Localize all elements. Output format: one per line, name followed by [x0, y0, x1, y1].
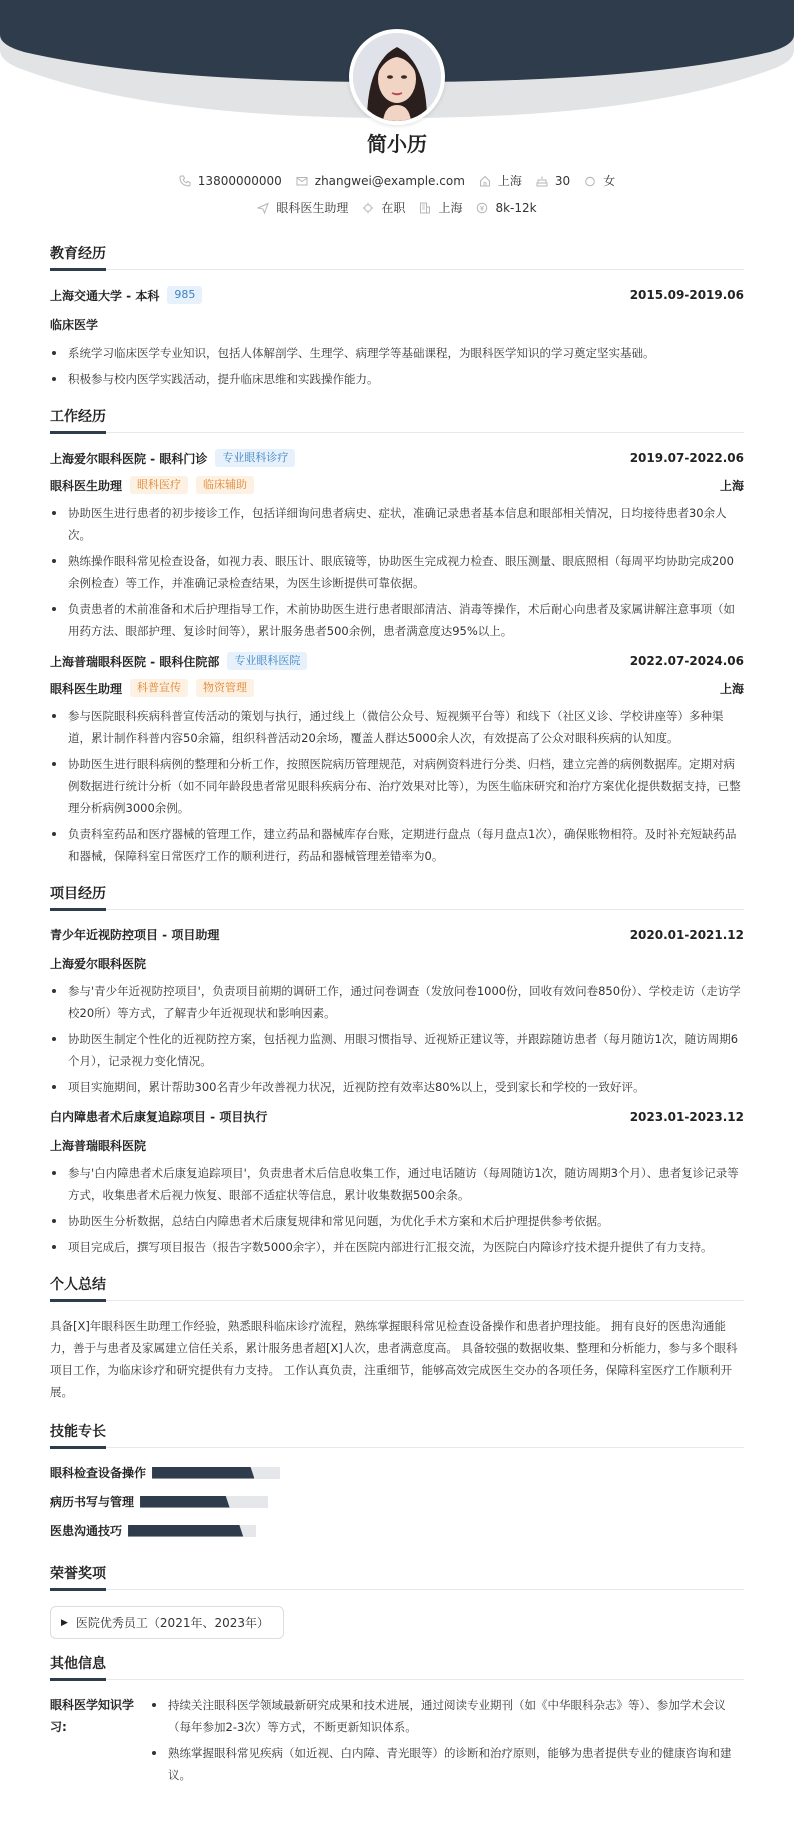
list-item: 协助医生制定个性化的近视防控方案，包括视力监测、用眼习惯指导、近视矫正建议等，并跟踪随访患者（每月随访1次，随访周期6个月），记录视力变化情况。: [50, 1028, 744, 1072]
section-title-work: 工作经历: [50, 406, 744, 433]
education-bullets: [50, 342, 744, 390]
school-name: 上海交通大学 - 本科: [50, 288, 160, 303]
work-bullets: [50, 502, 744, 642]
target-position-info: 眼科医生助理: [257, 199, 348, 216]
avatar-frame: [349, 29, 445, 125]
list-item: 持续关注眼科医学领域最新研究成果和技术进展，通过阅读专业期刊（如《中华眼科杂志》等）、参加学术会议（每年参加2-3次）等方式，不断更新知识体系。: [150, 1694, 744, 1738]
project-org: 上海爱尔眼科医院: [50, 957, 147, 971]
role-name: 眼科医生助理: [50, 681, 123, 696]
age-icon: [536, 175, 548, 187]
skills-section: [50, 1421, 744, 1539]
project-date: 2020.01-2021.12: [629, 927, 744, 942]
building-icon: [419, 202, 431, 214]
list-item: 参与医院眼科疾病科普宣传活动的策划与执行，通过线上（微信公众号、短视频平台等）和线下（社区义诊、学校讲座等）多种渠道，累计制作科普内容50余篇，组织科普活动20余场，覆盖人群达5000余人次，有效提高了公众对眼科疾病的认知度。: [50, 705, 744, 749]
gender-info: 女: [584, 172, 615, 189]
city-info: 上海: [479, 172, 522, 189]
role-tag: 临床辅助: [196, 476, 254, 494]
school-tag: 985: [167, 286, 202, 304]
role-tag: 物资管理: [196, 679, 254, 697]
award-text: 医院优秀员工（2021年、2023年）: [75, 1616, 270, 1630]
project-name: 白内障患者术后康复追踪项目 - 项目执行: [50, 1110, 268, 1124]
work-location: 上海: [719, 681, 744, 696]
list-item: 项目实施期间，累计帮助300名青少年改善视力状况，近视防控有效率达80%以上，受到家长和学校的一致好评。: [50, 1076, 744, 1098]
skill-bar-fill: [128, 1525, 243, 1537]
work-date: 2022.07-2024.06: [629, 654, 744, 668]
major-name: 临床医学: [50, 318, 99, 332]
role-tag: 眼科医疗: [130, 476, 188, 494]
project-date: 2023.01-2023.12: [629, 1109, 744, 1124]
project-name: 青少年近视防控项目 - 项目助理: [50, 928, 220, 942]
section-title-other: 其他信息: [50, 1653, 744, 1680]
work-date: 2019.07-2022.06: [629, 451, 744, 465]
contact-info-row: [0, 172, 794, 189]
list-item: 协助医生进行患者的初步接诊工作，包括详细询问患者病史、症状，准确记录患者基本信息和眼部相关情况，日均接待患者30余人次。: [50, 502, 744, 546]
status-icon: [362, 202, 374, 214]
list-item: 负责科室药品和医疗器械的管理工作，建立药品和器械库存台账，定期进行盘点（每月盘点1次），确保账物相符。及时补充短缺药品和器械，保障科室日常医疗工作的顺利进行，药品和器械管理差错率为0。: [50, 823, 744, 867]
mail-icon: [296, 175, 308, 187]
role-name: 眼科医生助理: [50, 478, 123, 493]
other-info-label: 眼科医学知识学习:: [50, 1698, 135, 1734]
role-tag: 科普宣传: [130, 679, 188, 697]
skill-label: 医患沟通技巧: [50, 1524, 123, 1538]
list-item: 系统学习临床医学专业知识，包括人体解剖学、生理学、病理学等基础课程，为眼科医学知识的学习奠定坚实基础。: [50, 342, 744, 364]
education-section: [50, 243, 744, 390]
email-info: zhangwei@example.com: [296, 174, 465, 188]
list-item: 积极参与校内医学实践活动，提升临床思维和实践操作能力。: [50, 368, 744, 390]
job-info-row: [0, 199, 794, 216]
project-bullets: [50, 1162, 744, 1258]
list-item: 熟练操作眼科常见检查设备，如视力表、眼压计、眼底镜等，协助医生完成视力检查、眼压测量、眼底照相（每周平均协助完成200余例检查）等工作，并准确记录检查结果，为医生诊断提供可靠依据。: [50, 550, 744, 594]
phone-info: 13800000000: [179, 174, 282, 188]
section-title-skills: 技能专长: [50, 1421, 744, 1448]
work-location: 上海: [719, 478, 744, 493]
section-title-education: 教育经历: [50, 243, 744, 270]
gender-icon: [584, 175, 596, 187]
skill-bar: [128, 1525, 256, 1537]
company-name: 上海普瑞眼科医院 - 眼科住院部: [50, 654, 220, 669]
work-section: [50, 406, 744, 867]
summary-text: 具备[X]年眼科医生助理工作经验，熟悉眼科临床诊疗流程，熟练掌握眼科常见检查设备操作和患者护理技能。 拥有良好的医患沟通能力，善于与患者及家属建立信任关系，累计服务患者超[X]人次，患者满意度高。 具备较强的数据收集、整理和分析能力，参与多个眼科项目工作，为临床诊疗和研究提供有力支持。 工作认真负责，注重细节，能够高效完成医生交办的各项任务，保障科室医疗工作顺利开展。: [50, 1319, 738, 1399]
skill-bar: [152, 1467, 280, 1479]
awards-section: [50, 1563, 744, 1639]
list-item: 参与'青少年近视防控项目'，负责项目前期的调研工作，通过问卷调查（发放问卷1000份，回收有效问卷850份）、学校走访（走访学校20所）等方式，了解青少年近视现状和影响因素。: [50, 980, 744, 1024]
home-icon: [479, 175, 491, 187]
skill-item: [50, 1493, 400, 1510]
other-info-item: [50, 1694, 744, 1790]
skill-item: [50, 1464, 400, 1481]
list-item: 熟练掌握眼科常见疾病（如近视、白内障、青光眼等）的诊断和治疗原则，能够为患者提供专业的健康咨询和建议。: [150, 1742, 744, 1786]
list-item: 负责患者的术前准备和术后护理指导工作，术前协助医生进行患者眼部清洁、消毒等操作，术后耐心向患者及家属讲解注意事项（如用药方法、眼部护理、复诊时间等），累计服务患者500余例，患者满意度达95%以上。: [50, 598, 744, 642]
avatar: [353, 33, 441, 121]
list-item: 项目完成后，撰写项目报告（报告字数5000余字），并在医院内部进行汇报交流，为医院白内障诊疗技术提升提供了有力支持。: [50, 1236, 744, 1258]
triangle-right-icon: ▶: [61, 1617, 68, 1628]
target-city-info: 上海: [419, 199, 462, 216]
section-title-awards: 荣誉奖项: [50, 1563, 744, 1590]
candidate-name: 简小历: [367, 132, 427, 156]
phone-icon: [179, 175, 191, 187]
project-bullets: [50, 980, 744, 1098]
section-title-summary: 个人总结: [50, 1274, 744, 1301]
skill-item: [50, 1522, 400, 1539]
list-item: 参与'白内障患者术后康复追踪项目'，负责患者术后信息收集工作，通过电话随访（每周随访1次，随访周期3个月）、患者复诊记录等方式，收集患者术后视力恢复、眼部不适症状等信息，累计收集数据500余条。: [50, 1162, 744, 1206]
salary-icon: [476, 202, 488, 214]
project-entry: [50, 1108, 744, 1258]
list-item: 协助医生分析数据，总结白内障患者术后康复规律和常见问题，为优化手术方案和术后护理提供参考依据。: [50, 1210, 744, 1232]
list-item: 协助医生进行眼科病例的整理和分析工作，按照医院病历管理规范，对病例资料进行分类、归档，建立完善的病例数据库。定期对病例数据进行统计分析（如不同年龄段患者常见眼科疾病分布、治疗效果对比等），为医生临床研究和治疗方案优化提供数据支持，已整理分析病例3000余例。: [50, 753, 744, 819]
other-info-bullets: [150, 1694, 744, 1790]
avatar-portrait-icon: [353, 33, 441, 121]
project-entry: [50, 926, 744, 1098]
company-tag: 专业眼科医院: [227, 652, 307, 670]
skill-bar: [140, 1496, 268, 1508]
skill-bar-fill: [140, 1496, 230, 1508]
skills-list: [50, 1464, 744, 1539]
age-info: 30: [536, 174, 570, 188]
salary-info: 8k-12k: [476, 201, 536, 215]
summary-section: [50, 1274, 744, 1403]
education-entry: [50, 286, 744, 390]
other-section: [50, 1653, 744, 1790]
skill-label: 病历书写与管理: [50, 1495, 135, 1509]
resume-content: [50, 243, 744, 1790]
work-bullets: [50, 705, 744, 867]
work-entry: [50, 449, 744, 642]
projects-section: [50, 883, 744, 1258]
project-org: 上海普瑞眼科医院: [50, 1139, 147, 1153]
work-entry: [50, 652, 744, 867]
skill-label: 眼科检查设备操作: [50, 1466, 147, 1480]
company-tag: 专业眼科诊疗: [215, 449, 295, 467]
company-name: 上海爱尔眼科医院 - 眼科门诊: [50, 451, 208, 466]
employment-status-info: 在职: [362, 199, 405, 216]
award-item[interactable]: [50, 1606, 284, 1639]
send-icon: [257, 202, 269, 214]
section-title-projects: 项目经历: [50, 883, 744, 910]
education-date: 2015.09-2019.06: [629, 288, 744, 302]
skill-bar-fill: [152, 1467, 254, 1479]
